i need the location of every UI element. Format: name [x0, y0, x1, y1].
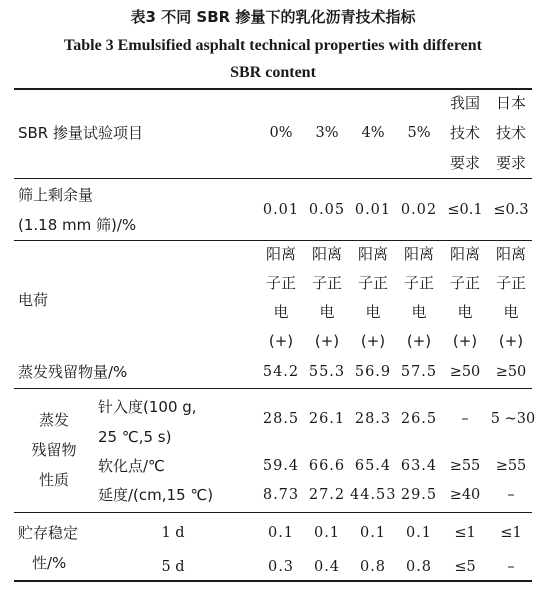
ductility-cn: ≥40 [449, 487, 481, 503]
softening-val-4: 65.4 [354, 458, 392, 474]
residue-rule [14, 512, 532, 513]
storage-group-label: 贮存稳定 性/% [18, 524, 79, 572]
header-col-0: 0% [269, 125, 293, 141]
evap-rule [14, 388, 532, 389]
softening-cn: ≥55 [449, 458, 481, 474]
header-jp-req: 日本 技术 要求 [495, 94, 526, 172]
storage-1d-val-3: 0.1 [313, 525, 341, 541]
storage-5d-val-4: 0.8 [359, 559, 387, 575]
softening-label: 软化点/℃ [98, 457, 165, 475]
header-rule [14, 178, 532, 179]
penetration-val-0: 28.5 [262, 411, 300, 427]
penetration-val-4: 28.3 [354, 411, 392, 427]
storage-5d-val-5: 0.8 [405, 559, 433, 575]
sieve-jp: ≤0.3 [493, 202, 529, 218]
softening-jp: ≥55 [495, 458, 527, 474]
evap-val-0: 54.2 [262, 364, 300, 380]
storage-5d-val-0: 0.3 [267, 559, 295, 575]
ductility-val-4: 44.53 [350, 487, 397, 503]
header-col-5: 5% [407, 125, 431, 141]
table-caption-cn: 表3 不同 SBR 掺量下的乳化沥青技术指标 [130, 8, 416, 26]
storage-5d-val-3: 0.4 [313, 559, 341, 575]
penetration-label: 针入度(100 g, 25 ℃,5 s) [98, 398, 197, 446]
ductility-jp: – [507, 487, 515, 503]
penetration-val-3: 26.1 [308, 411, 346, 427]
evap-label: 蒸发残留物量/% [18, 363, 128, 381]
ductility-label: 延度/(cm,15 ℃) [98, 486, 214, 504]
evap-jp: ≥50 [495, 364, 527, 380]
sieve-val-0: 0.01 [262, 202, 300, 218]
header-col-3: 3% [315, 125, 339, 141]
storage-5d-cn: ≤5 [454, 559, 476, 575]
sieve-val-4: 0.01 [354, 202, 392, 218]
storage-1d-label: 1 d [161, 525, 185, 541]
storage-1d-cn: ≤1 [454, 525, 476, 541]
penetration-val-5: 26.5 [400, 411, 438, 427]
header-col-4: 4% [361, 125, 385, 141]
charge-cell-cn: 阳离 子正 电 (+) [449, 245, 480, 350]
charge-cell-0: 阳离 子正 电 (+) [265, 245, 296, 350]
storage-1d-val-0: 0.1 [267, 525, 295, 541]
evap-val-3: 55.3 [308, 364, 346, 380]
charge-cell-5: 阳离 子正 电 (+) [403, 245, 434, 350]
penetration-jp: 5 ~30 [490, 411, 536, 427]
storage-1d-val-4: 0.1 [359, 525, 387, 541]
table-caption-en-line2: SBR content [230, 64, 316, 81]
header-cn-req: 我国 技术 要求 [449, 94, 480, 172]
header-item: SBR 掺量试验项目 [18, 124, 144, 142]
softening-val-3: 66.6 [308, 458, 346, 474]
sieve-label: 筛上剩余量 (1.18 mm 筛)/% [18, 186, 137, 234]
evap-cn: ≥50 [449, 364, 481, 380]
ductility-val-0: 8.73 [262, 487, 300, 503]
sieve-val-5: 0.02 [400, 202, 438, 218]
softening-val-5: 63.4 [400, 458, 438, 474]
charge-cell-3: 阳离 子正 电 (+) [311, 245, 342, 350]
storage-5d-jp: – [507, 559, 515, 575]
table-caption-en-line1: Table 3 Emulsified asphalt technical properties with different [64, 37, 482, 54]
residue-group-label: 蒸发 残留物 性质 [31, 411, 77, 489]
ductility-val-5: 29.5 [400, 487, 438, 503]
storage-5d-label: 5 d [161, 559, 185, 575]
storage-1d-val-5: 0.1 [405, 525, 433, 541]
ductility-val-3: 27.2 [308, 487, 346, 503]
charge-cell-jp: 阳离 子正 电 (+) [495, 245, 526, 350]
charge-cell-4: 阳离 子正 电 (+) [357, 245, 388, 350]
storage-1d-jp: ≤1 [500, 525, 522, 541]
evap-val-5: 57.5 [400, 364, 438, 380]
charge-label: 电荷 [18, 291, 49, 309]
evap-val-4: 56.9 [354, 364, 392, 380]
table-caption-en [0, 32, 546, 86]
sieve-val-3: 0.05 [308, 202, 346, 218]
penetration-cn: – [461, 411, 469, 427]
sieve-cn: ≤0.1 [447, 202, 483, 218]
softening-val-0: 59.4 [262, 458, 300, 474]
